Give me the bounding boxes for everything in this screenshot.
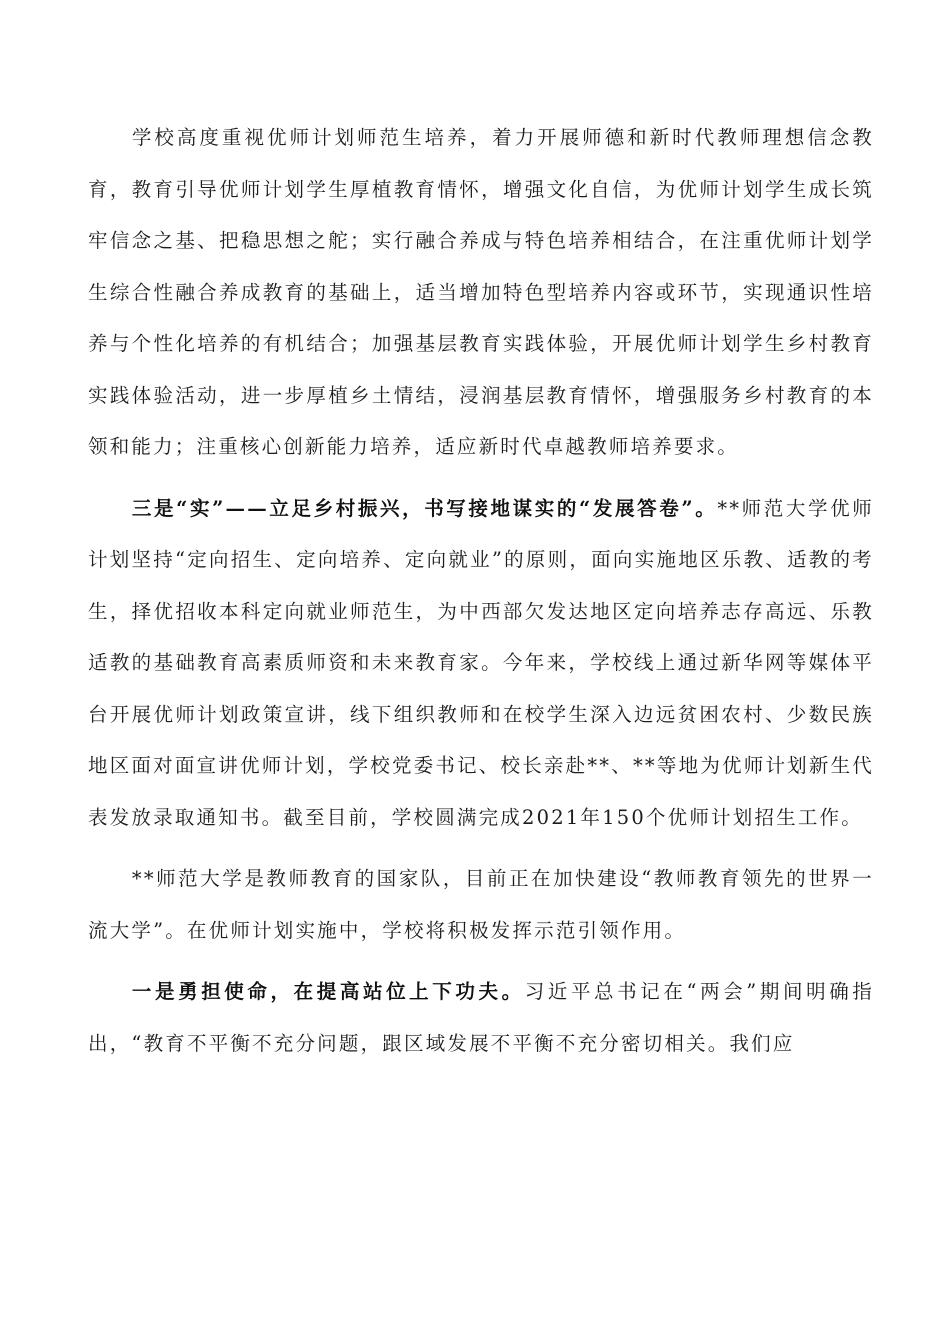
paragraph-rural-revitalization xyxy=(88,483,874,844)
paragraph-mission xyxy=(88,966,874,1069)
paragraph-national-team xyxy=(88,853,874,956)
paragraph-text: **师范大学是教师教育的国家队，目前正在加快建设“教师教育领先的世界一流大学”。在优师计划实施中，学校将积极发挥示范引领作用。 xyxy=(88,867,874,942)
paragraph-text: 习近平总书记在“两会”期间明确指出，“教育不平衡不充分问题，跟区域发展不平衡不充分密切相关。我们应 xyxy=(88,980,875,1055)
paragraph-text: 学校高度重视优师计划师范生培养，着力开展师德和新时代教师理想信念教育，教育引导优师计划学生厚植教育情怀，增强文化自信，为优师计划学生成长筑牢信念之基、把稳思想之舵；实行融合养成与特色培养相结合，在注重优师计划学生综合性融合养成教育的基础上，适当增加特色型培养内容或环节，实现通识性培养与个性化培养的有机结合；加强基层教育实践体验，开展优师计划学生乡村教育实践体验活动，进一步厚植乡土情结，浸润基层教育情怀，增强服务乡村教育的本领和能力；注重核心创新能力培养，适应新时代卓越教师培养要求。 xyxy=(88,126,874,458)
paragraph-lead: 三是“实”——立足乡村振兴，书写接地谋实的“发展答卷”。 xyxy=(131,496,718,520)
document-body xyxy=(88,112,874,1069)
paragraph-lead: 一是勇担使命，在提高站位上下功夫。 xyxy=(131,980,525,1003)
paragraph-training xyxy=(88,112,874,473)
paragraph-text: **师范大学优师计划坚持“定向招生、定向培养、定向就业”的原则，面向实施地区乐教、适教的考生，择优招收本科定向就业师范生，为中西部欠发达地区定向培养志存高远、乐教适教的基础教育高素质师资和未来教育家。今年来，学校线上通过新华网等媒体平台开展优师计划政策宣讲，线下组织教师和在校学生深入边远贫困农村、少数民族地区面对面宣讲优师计划，学校党委书记、校长亲赴**、**等地为优师计划新生代表发放录取通知书。截至目前，学校圆满完成2021年150个优师计划招生工作。 xyxy=(88,496,874,829)
